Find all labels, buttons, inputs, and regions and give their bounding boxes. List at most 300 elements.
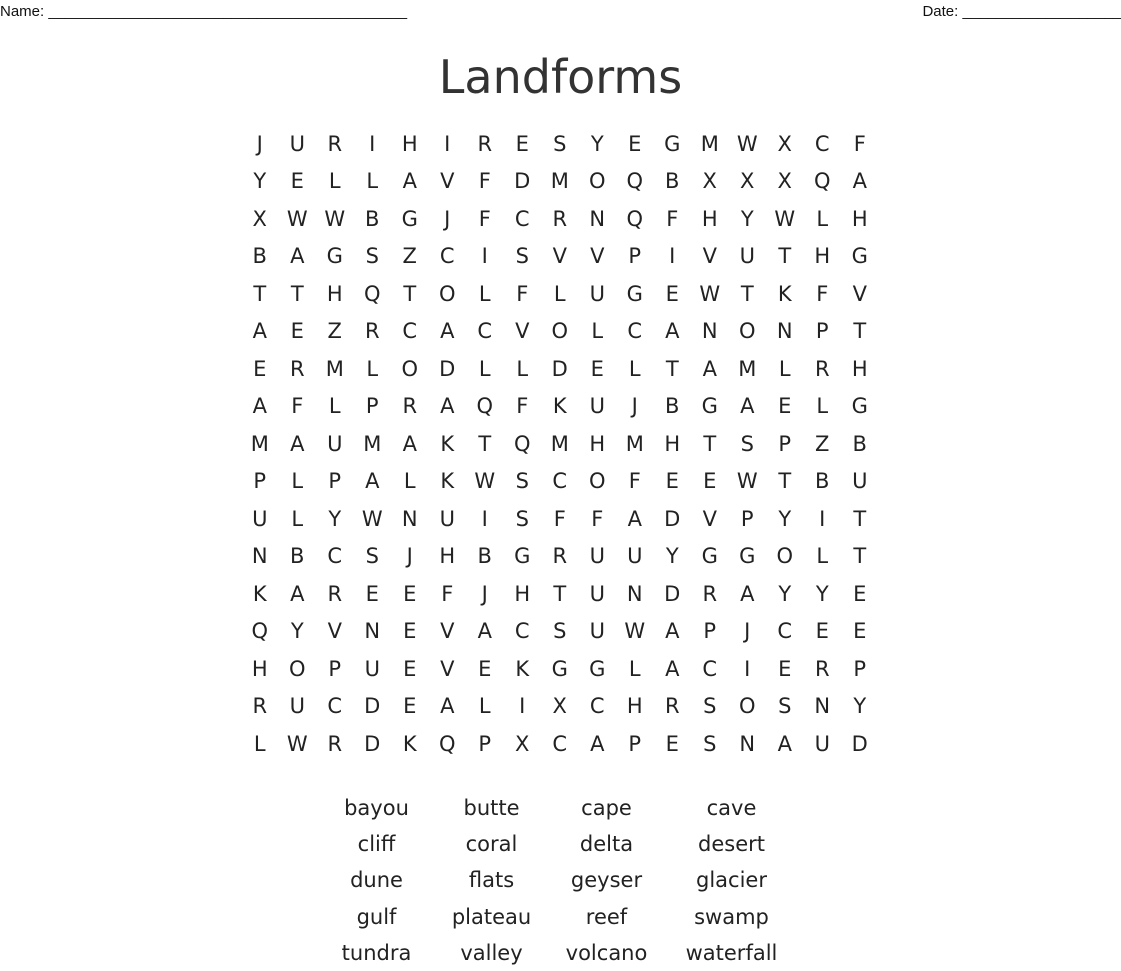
grid-letter: L — [628, 656, 641, 681]
grid-letter: B — [252, 244, 267, 269]
grid-letter: E — [665, 281, 679, 306]
grid-letter: E — [365, 581, 379, 606]
grid-letter: N — [626, 581, 643, 606]
grid-letter: G — [401, 206, 418, 231]
word-list-row — [319, 862, 799, 898]
grid-letter: Y — [590, 131, 604, 156]
grid-letter: H — [326, 281, 343, 306]
grid-letter: A — [290, 581, 305, 606]
grid-row — [241, 275, 879, 313]
grid-letter: K — [252, 581, 267, 606]
grid-letter: A — [290, 244, 305, 269]
grid-letter: R — [289, 356, 305, 381]
grid-letter: A — [665, 656, 680, 681]
grid-letter: A — [440, 319, 455, 344]
grid-letter: V — [702, 506, 717, 531]
grid-letter: G — [739, 544, 756, 569]
grid-letter: S — [515, 469, 529, 494]
grid-letter: W — [286, 206, 308, 231]
grid-letter: V — [440, 619, 455, 644]
grid-letter: E — [778, 394, 792, 419]
grid-letter: S — [365, 244, 379, 269]
grid-letter: N — [814, 694, 831, 719]
grid-letter: G — [701, 394, 718, 419]
word-list-item: plateau — [451, 904, 532, 929]
grid-letter: H — [664, 431, 681, 456]
grid-letter: U — [327, 431, 343, 456]
grid-letter: R — [552, 544, 568, 569]
grid-letter: A — [252, 394, 267, 419]
grid-letter: H — [701, 206, 718, 231]
grid-letter: C — [514, 619, 530, 644]
grid-letter: A — [665, 619, 680, 644]
grid-letter: G — [851, 394, 868, 419]
grid-letter: J — [406, 544, 413, 569]
grid-letter: V — [590, 244, 605, 269]
grid-letter: M — [625, 431, 644, 456]
grid-letter: H — [626, 694, 643, 719]
grid-letter: K — [552, 394, 567, 419]
grid-letter: X — [777, 169, 792, 194]
word-list-item: gulf — [356, 904, 397, 929]
grid-letter: C — [477, 319, 493, 344]
word-list-item: volcano — [565, 940, 648, 965]
name-field-label: Name: ___________________________________________ — [0, 3, 408, 20]
grid-letter: F — [291, 394, 304, 419]
grid-letter: A — [402, 169, 417, 194]
grid-letter: L — [478, 694, 491, 719]
word-list-item: dune — [350, 868, 403, 893]
grid-letter: F — [516, 281, 529, 306]
grid-letter: W — [774, 206, 796, 231]
word-list-item: valley — [460, 940, 523, 965]
grid-letter: Y — [328, 506, 342, 531]
grid-letter: R — [477, 131, 493, 156]
grid-letter: S — [778, 694, 792, 719]
grid-letter: V — [702, 244, 717, 269]
grid-letter: N — [251, 544, 268, 569]
word-list-item: cave — [706, 796, 757, 821]
grid-letter: M — [250, 431, 269, 456]
grid-letter: M — [550, 431, 569, 456]
grid-letter: A — [402, 431, 417, 456]
grid-letter: P — [478, 731, 492, 756]
grid-letter: B — [665, 169, 680, 194]
grid-letter: G — [664, 131, 681, 156]
grid-letter: C — [552, 469, 568, 494]
grid-letter: Q — [626, 206, 644, 231]
grid-letter: V — [440, 169, 455, 194]
grid-letter: L — [328, 169, 341, 194]
grid-letter: U — [289, 694, 305, 719]
grid-letter: G — [851, 244, 868, 269]
grid-row — [241, 163, 879, 201]
grid-row — [241, 200, 879, 238]
grid-letter: P — [328, 469, 342, 494]
grid-letter: U — [589, 281, 605, 306]
grid-letter: A — [665, 319, 680, 344]
grid-letter: E — [853, 581, 867, 606]
grid-letter: E — [665, 731, 679, 756]
grid-letter: E — [703, 469, 717, 494]
grid-letter: M — [363, 431, 382, 456]
grid-letter: D — [364, 731, 381, 756]
grid-letter: X — [552, 694, 567, 719]
grid-letter: X — [515, 731, 530, 756]
grid-letter: M — [325, 356, 344, 381]
date-field-label: Date: ___________________ — [922, 3, 1121, 20]
grid-row — [241, 313, 879, 351]
grid-letter: H — [589, 431, 606, 456]
grid-letter: Q — [813, 169, 831, 194]
grid-letter: K — [777, 281, 792, 306]
word-list-item: flats — [468, 868, 515, 893]
grid-letter: I — [481, 506, 488, 531]
grid-letter: L — [253, 731, 266, 756]
grid-letter: O — [738, 319, 756, 344]
grid-letter: S — [365, 544, 379, 569]
grid-letter: D — [664, 506, 681, 531]
grid-letter: F — [441, 581, 454, 606]
grid-letter: C — [552, 731, 568, 756]
page-title: Landforms — [438, 50, 683, 104]
grid-letter: Q — [476, 394, 494, 419]
grid-row — [241, 538, 879, 576]
grid-row — [241, 425, 879, 463]
grid-letter: A — [627, 506, 642, 531]
grid-letter: E — [290, 319, 304, 344]
grid-letter: X — [252, 206, 267, 231]
grid-letter: T — [665, 356, 679, 381]
grid-letter: U — [589, 581, 605, 606]
grid-letter: P — [328, 656, 342, 681]
word-list — [319, 790, 799, 971]
grid-letter: R — [814, 656, 830, 681]
grid-letter: Z — [815, 431, 830, 456]
grid-letter: L — [291, 469, 304, 494]
grid-letter: N — [364, 619, 381, 644]
grid-letter: O — [776, 544, 794, 569]
grid-letter: L — [516, 356, 529, 381]
grid-letter: Y — [253, 169, 267, 194]
grid-letter: U — [439, 506, 455, 531]
grid-letter: A — [702, 356, 717, 381]
grid-letter: O — [588, 469, 606, 494]
grid-letter: W — [361, 506, 383, 531]
grid-letter: L — [478, 281, 491, 306]
grid-letter: H — [851, 356, 868, 381]
grid-letter: F — [853, 131, 866, 156]
grid-letter: U — [627, 544, 643, 569]
grid-letter: K — [402, 731, 417, 756]
grid-letter: Y — [778, 581, 792, 606]
grid-letter: U — [589, 394, 605, 419]
word-list-row — [319, 935, 799, 971]
grid-letter: T — [553, 581, 567, 606]
grid-letter: P — [815, 319, 829, 344]
grid-letter: L — [403, 469, 416, 494]
grid-row — [241, 725, 879, 763]
grid-letter: L — [366, 356, 379, 381]
grid-letter: T — [290, 281, 304, 306]
grid-letter: E — [590, 356, 604, 381]
grid-letter: W — [736, 469, 758, 494]
grid-letter: E — [853, 619, 867, 644]
grid-letter: Q — [626, 169, 644, 194]
grid-letter: Y — [665, 544, 679, 569]
word-list-item: glacier — [696, 868, 767, 893]
grid-letter: K — [515, 656, 530, 681]
grid-letter: H — [401, 131, 418, 156]
grid-letter: J — [481, 581, 488, 606]
grid-letter: C — [777, 619, 793, 644]
grid-letter: A — [477, 619, 492, 644]
grid-letter: Q — [438, 731, 456, 756]
grid-letter: E — [403, 656, 417, 681]
grid-letter: A — [365, 469, 380, 494]
grid-letter: U — [814, 731, 830, 756]
grid-letter: E — [778, 656, 792, 681]
grid-letter: D — [664, 581, 681, 606]
word-list-item: geyser — [570, 868, 643, 893]
grid-letter: H — [851, 206, 868, 231]
grid-letter: F — [816, 281, 829, 306]
grid-letter: U — [252, 506, 268, 531]
grid-letter: F — [628, 469, 641, 494]
grid-letter: F — [553, 506, 566, 531]
grid-letter: S — [515, 506, 529, 531]
grid-letter: E — [628, 131, 642, 156]
word-list-item: tundra — [341, 940, 412, 965]
word-list-item: delta — [579, 832, 634, 857]
grid-letter: G — [551, 656, 568, 681]
grid-row — [241, 500, 879, 538]
grid-letter: P — [628, 731, 642, 756]
grid-letter: X — [702, 169, 717, 194]
grid-letter: G — [326, 244, 343, 269]
grid-letter: C — [327, 694, 343, 719]
grid-letter: X — [740, 169, 755, 194]
grid-row — [241, 575, 879, 613]
grid-letter: K — [440, 431, 455, 456]
grid-letter: O — [588, 169, 606, 194]
grid-letter: L — [816, 544, 829, 569]
grid-letter: L — [366, 169, 379, 194]
grid-letter: B — [665, 394, 680, 419]
word-list-item: bayou — [344, 796, 409, 821]
grid-letter: T — [853, 544, 867, 569]
grid-letter: E — [403, 581, 417, 606]
grid-letter: D — [514, 169, 531, 194]
grid-letter: D — [551, 356, 568, 381]
grid-letter: V — [440, 656, 455, 681]
grid-letter: T — [853, 319, 867, 344]
grid-letter: Y — [740, 206, 754, 231]
grid-letter: F — [666, 206, 679, 231]
grid-letter: H — [514, 581, 531, 606]
grid-letter: A — [440, 394, 455, 419]
grid-row — [241, 650, 879, 688]
word-list-item: swamp — [694, 904, 769, 929]
grid-letter: B — [852, 431, 867, 456]
grid-letter: P — [628, 244, 642, 269]
grid-letter: C — [402, 319, 418, 344]
word-list-item: coral — [465, 832, 518, 857]
word-list-row — [319, 899, 799, 935]
grid-letter: G — [514, 544, 531, 569]
grid-letter: Y — [853, 694, 867, 719]
grid-letter: W — [286, 731, 308, 756]
grid-letter: G — [589, 656, 606, 681]
grid-letter: W — [324, 206, 346, 231]
grid-letter: C — [514, 206, 530, 231]
grid-letter: A — [252, 319, 267, 344]
grid-letter: R — [364, 319, 380, 344]
grid-letter: P — [740, 506, 754, 531]
word-list-row — [319, 790, 799, 826]
grid-letter: S — [553, 131, 567, 156]
grid-letter: E — [665, 469, 679, 494]
grid-letter: I — [819, 506, 826, 531]
word-list-item: desert — [698, 832, 765, 857]
grid-letter: T — [778, 469, 792, 494]
grid-letter: P — [365, 394, 379, 419]
grid-letter: S — [703, 694, 717, 719]
grid-letter: E — [290, 169, 304, 194]
grid-letter: T — [778, 244, 792, 269]
grid-letter: F — [478, 206, 491, 231]
grid-letter: I — [481, 244, 488, 269]
grid-letter: T — [403, 281, 417, 306]
grid-letter: D — [364, 694, 381, 719]
grid-letter: V — [552, 244, 567, 269]
grid-letter: T — [253, 281, 267, 306]
grid-letter: W — [736, 131, 758, 156]
grid-letter: D — [439, 356, 456, 381]
grid-letter: I — [369, 131, 376, 156]
grid-letter: T — [703, 431, 717, 456]
grid-letter: Q — [513, 431, 531, 456]
grid-letter: T — [478, 431, 492, 456]
grid-letter: K — [440, 469, 455, 494]
grid-letter: U — [589, 619, 605, 644]
grid-letter: P — [703, 619, 717, 644]
word-list-item: cape — [581, 796, 632, 821]
grid-letter: A — [777, 731, 792, 756]
grid-letter: V — [515, 319, 530, 344]
grid-letter: B — [477, 544, 492, 569]
grid-letter: O — [288, 656, 306, 681]
grid-letter: W — [699, 281, 721, 306]
grid-letter: N — [776, 319, 793, 344]
grid-letter: F — [591, 506, 604, 531]
grid-letter: R — [552, 206, 568, 231]
grid-letter: C — [814, 131, 830, 156]
grid-letter: E — [403, 694, 417, 719]
grid-letter: V — [327, 619, 342, 644]
grid-letter: O — [438, 281, 456, 306]
grid-letter: O — [401, 356, 419, 381]
grid-letter: J — [744, 619, 751, 644]
grid-row — [241, 613, 879, 651]
grid-letter: M — [700, 131, 719, 156]
grid-letter: O — [551, 319, 569, 344]
grid-letter: A — [590, 731, 605, 756]
grid-letter: F — [516, 394, 529, 419]
grid-letter: T — [740, 281, 754, 306]
grid-letter: A — [740, 581, 755, 606]
grid-letter: Q — [251, 619, 269, 644]
grid-letter: L — [816, 394, 829, 419]
grid-letter: B — [815, 469, 830, 494]
grid-letter: C — [627, 319, 643, 344]
grid-letter: P — [778, 431, 792, 456]
grid-letter: R — [327, 731, 343, 756]
grid-letter: B — [365, 206, 380, 231]
grid-letter: G — [626, 281, 643, 306]
grid-letter: L — [478, 356, 491, 381]
grid-letter: X — [777, 131, 792, 156]
grid-letter: G — [701, 544, 718, 569]
grid-letter: S — [740, 431, 754, 456]
grid-letter: A — [852, 169, 867, 194]
grid-letter: L — [816, 206, 829, 231]
grid-row — [241, 125, 879, 163]
grid-letter: P — [253, 469, 267, 494]
grid-letter: J — [631, 394, 638, 419]
word-list-item: waterfall — [685, 940, 778, 965]
word-list-item: cliff — [357, 832, 396, 857]
grid-letter: S — [703, 731, 717, 756]
letter-grid — [241, 125, 879, 763]
grid-letter: I — [444, 131, 451, 156]
grid-letter: R — [327, 131, 343, 156]
grid-row — [241, 463, 879, 501]
grid-letter: C — [702, 656, 718, 681]
grid-letter: M — [738, 356, 757, 381]
grid-letter: N — [589, 206, 606, 231]
grid-row — [241, 350, 879, 388]
grid-row — [241, 388, 879, 426]
grid-row — [241, 238, 879, 276]
grid-letter: R — [814, 356, 830, 381]
grid-letter: L — [291, 506, 304, 531]
grid-letter: O — [738, 694, 756, 719]
grid-letter: E — [515, 131, 529, 156]
word-list-item: reef — [585, 904, 628, 929]
grid-letter: Q — [363, 281, 381, 306]
grid-letter: T — [853, 506, 867, 531]
grid-letter: R — [327, 581, 343, 606]
grid-row — [241, 688, 879, 726]
word-list-item: butte — [463, 796, 520, 821]
grid-letter: Z — [402, 244, 417, 269]
grid-letter: E — [478, 656, 492, 681]
grid-letter: R — [702, 581, 718, 606]
grid-letter: L — [553, 281, 566, 306]
grid-letter: I — [669, 244, 676, 269]
grid-letter: S — [515, 244, 529, 269]
grid-letter: H — [439, 544, 456, 569]
grid-letter: A — [440, 694, 455, 719]
grid-letter: M — [550, 169, 569, 194]
grid-letter: N — [401, 506, 418, 531]
grid-letter: U — [739, 244, 755, 269]
grid-letter: E — [815, 619, 829, 644]
grid-letter: L — [778, 356, 791, 381]
grid-letter: I — [519, 694, 526, 719]
grid-letter: A — [290, 431, 305, 456]
